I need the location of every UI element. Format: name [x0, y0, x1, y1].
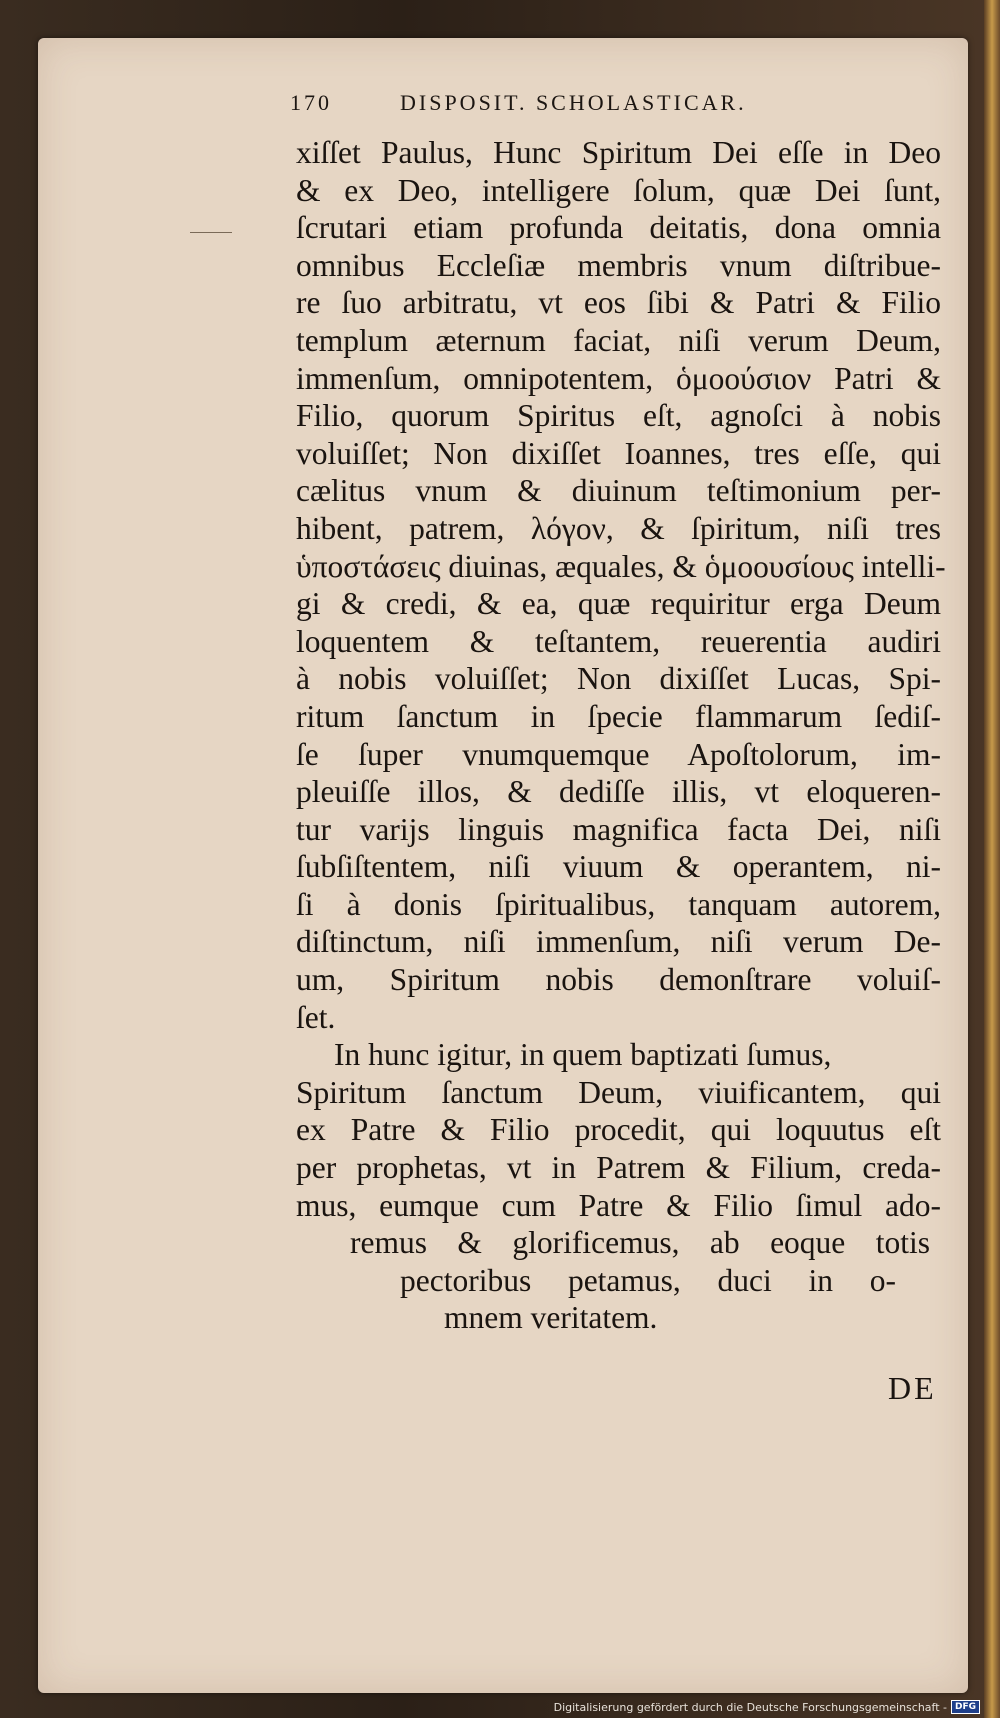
dfg-logo-icon: DFG	[951, 1700, 980, 1714]
digitization-footer	[554, 1700, 980, 1714]
text-line: voluiſſet; Non dixiſſet Ioannes, tres eſſe, qui	[296, 435, 941, 471]
text-line: loquentem & teſtantem, reuerentia audiri	[296, 623, 941, 659]
text-line: gi & credi, & ea, quæ requiritur erga Deum	[296, 586, 941, 622]
text-line: hibent, patrem, λόγον, & ſpiritum, niſi tres	[296, 510, 941, 546]
text-line: à nobis voluiſſet; Non dixiſſet Lucas, Spi-	[296, 661, 941, 697]
text-line: re ſuo arbitratu, vt eos ſibi & Patri & Filio	[296, 285, 941, 321]
text-line: diſtinctum, niſi immenſum, niſi verum De-	[296, 924, 941, 960]
text-line: mnem veritatem.	[444, 1300, 658, 1336]
text-line: remus & glorificemus, ab eoque totis	[350, 1225, 930, 1261]
text-line: pectoribus petamus, duci in o-	[400, 1262, 896, 1298]
text-line: cælitus vnum & diuinum teſtimonium per-	[296, 473, 941, 509]
text-line: ſe ſuper vnumquemque Apoſtolorum, im-	[296, 736, 941, 772]
text-line: Filio, quorum Spiritus eſt, agnoſci à nobis	[296, 398, 941, 434]
text-line: ritum ſanctum in ſpecie flammarum ſediſ-	[296, 698, 941, 734]
catchword: DE	[888, 1370, 937, 1406]
text-line: immenſum, omnipotentem, ὁμοούσιον Patri &	[296, 360, 941, 396]
text-line: pleuiſſe illos, & dediſſe illis, vt eloqueren-	[296, 774, 941, 810]
footer-credit: Digitalisierung gefördert durch die Deutsche Forschungsgemeinschaft -	[553, 1700, 947, 1714]
text-line: ſi à donis ſpiritualibus, tanquam autorem,	[296, 886, 941, 922]
text-line: ſubſiſtentem, niſi viuum & operantem, ni-	[296, 849, 941, 885]
page-number: 170	[290, 90, 332, 115]
running-header	[290, 90, 850, 116]
text-line: per prophetas, vt in Patrem & Filium, creda-	[296, 1150, 941, 1186]
running-title: DISPOSIT. SCHOLASTICAR.	[400, 90, 747, 115]
text-line: ὑποστάσεις diuinas, æquales, & ὁμοουσίους intelli-	[296, 548, 946, 584]
text-line: um, Spiritum nobis demonſtrare voluiſ-	[296, 962, 941, 998]
text-line: ſet.	[296, 999, 336, 1035]
text-line: ſcrutari etiam profunda deitatis, dona omnia	[296, 210, 941, 246]
text-line: mus, eumque cum Patre & Filio ſimul ado-	[296, 1187, 941, 1223]
body-text	[296, 134, 946, 1337]
text-line: templum æternum faciat, niſi verum Deum,	[296, 322, 941, 358]
book-spine-edge	[984, 0, 1000, 1718]
text-line: ex Patre & Filio procedit, qui loquutus eſt	[296, 1112, 941, 1148]
text-line: Spiritum ſanctum Deum, viuificantem, qui	[296, 1074, 941, 1110]
text-line: xiſſet Paulus, Hunc Spiritum Dei eſſe in Deo	[296, 135, 941, 170]
text-line: In hunc igitur, in quem baptizati ſumus,	[334, 1037, 832, 1073]
text-line: & ex Deo, intelligere ſolum, quæ Dei ſunt,	[296, 172, 941, 208]
text-line: tur varijs linguis magnifica facta Dei, niſi	[296, 811, 941, 847]
margin-mark	[190, 232, 232, 233]
text-line: omnibus Eccleſiæ membris vnum diſtribue-	[296, 247, 941, 283]
